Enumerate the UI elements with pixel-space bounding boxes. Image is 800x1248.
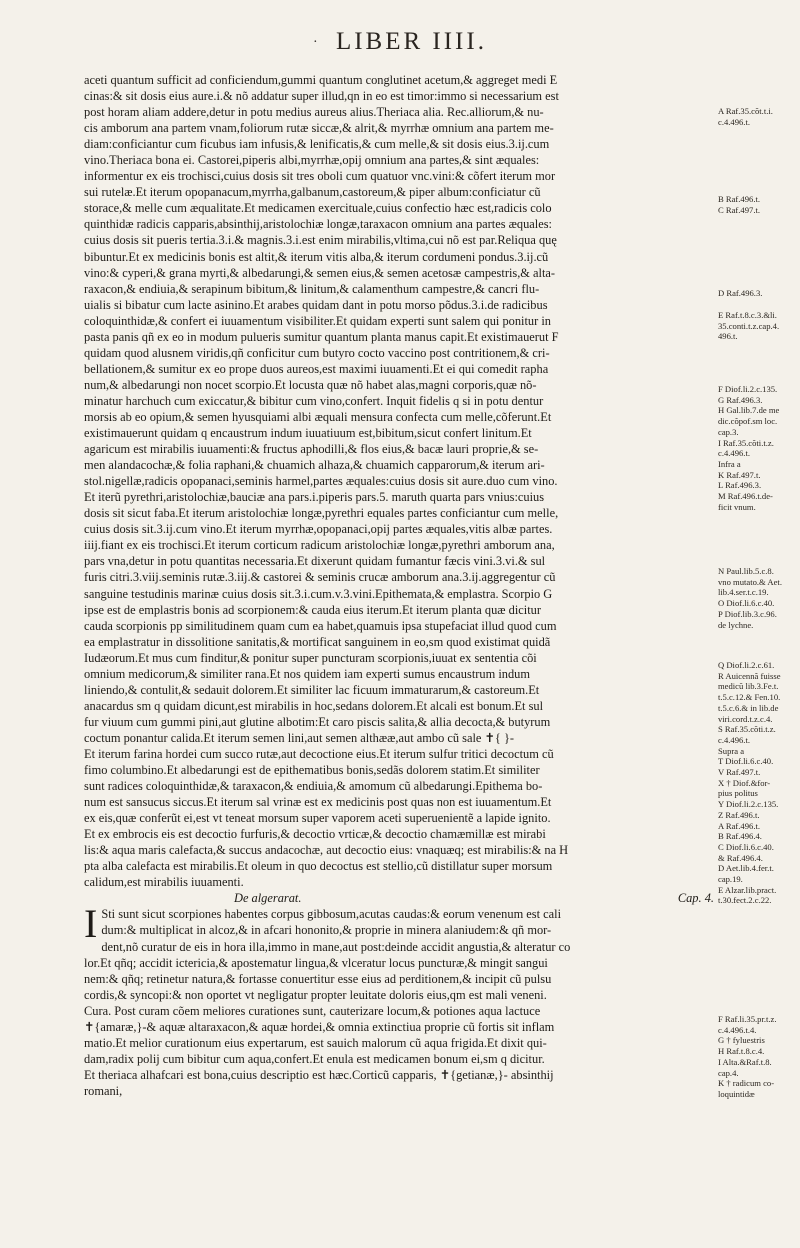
marginal-note: t.30.fect.2.c.22. — [718, 895, 772, 906]
marginal-note: S Raf.35.cõti.t.z. — [718, 724, 776, 735]
marginal-note: D Aet.lib.4.fer.t. — [718, 863, 774, 874]
chapter-number: Cap. 4. — [677, 891, 714, 906]
marginal-note: C Diof.li.6.c.40. — [718, 841, 774, 852]
chapter-text-line: Sti sunt sicut scorpiones habentes corpus gibbosum,acutas caudas:& eorum venenum est cali — [101, 907, 562, 922]
chapter-text-line: matio.Et melior curationum eius expertarum, est sauich malorum cũ aqua frigida.Et dixit qui- — [84, 1035, 547, 1050]
marginal-note: M Raf.496.t.de- — [718, 491, 773, 502]
text-line: ipse est de emplastris bonis ad scorpionem:& cauda eius iterum.Et iterum planta quæ dicitur — [84, 602, 541, 617]
marginal-note: Infra a — [718, 458, 741, 469]
header-dot: · — [313, 35, 321, 51]
marginal-note: A Raf.496.t. — [718, 820, 761, 831]
text-line: uialis si bibatur cum lacte asinino.Et arabes quidam dant in potu morso põdus.3.i.de radicibus — [84, 297, 548, 312]
marginal-note-group — [718, 660, 796, 906]
marginal-note-group — [718, 106, 796, 127]
marginal-note: B Raf.496.t. — [718, 194, 761, 204]
marginal-note: G Raf.496.3. — [718, 394, 763, 405]
chapter-text-line: Et theriaca alhafcari est bona,cuius descriptio est hæc.Corticũ capparis, ✝{getianæ,}- absinthij — [84, 1067, 554, 1082]
text-line: Et iterũ pyrethri,aristolochiæ,bauciæ ana pars.i.piperis pars.5. maruth quarta pars vnius:cuius — [84, 490, 545, 505]
marginal-note: t.5.c.12.& Fen.10. — [718, 692, 781, 703]
marginal-note: cap.4. — [718, 1067, 739, 1078]
text-line: diam:conficiantur cum ficubus iam infusis,& lenificatis,& cum melle,& sit dosis eius.3.ij.cum — [84, 137, 550, 152]
marginal-note: c.4.496.t.4. — [718, 1024, 757, 1035]
chapter-text-line: lor.Et qñq; accidit ictericia,& apostematur lingua,& vlceratur locus puncturæ,& mingit sangui — [84, 955, 548, 970]
text-line: quidam quod alusnem viridis,qñ conficitur cum butyro cocto vaccino post contritionem,& cri- — [84, 345, 550, 360]
text-line: quinthidæ radicis capparis,absinthij,aristolochiæ longæ,taraxacon omnium ana partes æquales: — [84, 217, 552, 232]
text-line: liniendo,& contulit,& sedauit dolorem.Et similiter lac ficuum immaturarum,& castoreum.Et — [84, 682, 540, 697]
marginal-note: pius politus — [718, 788, 758, 799]
marginal-note: D Raf.496.3. — [718, 288, 763, 298]
marginal-note: A Raf.35.cõt.t.i. — [718, 106, 773, 116]
marginal-note: Supra a — [718, 745, 745, 756]
text-line: pars vna,detur in potu quantitas necessaria.Et dixerunt quidam fumantur fæcis vini.3.vi.& sul — [84, 554, 546, 569]
marginal-note: 496.t. — [718, 331, 738, 342]
text-line: minatur harchuch cum exiccatur,& bibitur cum vino,confert. Inquit fidelis q si in potu dentur — [84, 393, 544, 408]
marginal-note: loquintidæ — [718, 1088, 755, 1099]
text-line: post horam aliam addere,detur in potu medius aureus alius.Theriaca alia. Rec.alliorum,& nu- — [84, 105, 544, 120]
marginal-note: I Alta.&Raf.t.8. — [718, 1056, 772, 1067]
text-line: ea emplastratur in dissolitione sanitatis,& mortificat sanguinem in eo,sm quod existimat quidã — [84, 634, 551, 649]
text-line: vino:& cyperi,& grana myrti,& albedarungi,& semen eius,& semen acetosæ campestris,& alta- — [84, 265, 556, 280]
drop-cap: I — [84, 901, 98, 947]
marginal-note: Z Raf.496.t. — [718, 809, 760, 820]
text-line: cinas:& sit dosis eius aure.i.& nõ addatur super illud,qn in eo est timor:immo si necessarium est — [84, 89, 559, 104]
running-header — [0, 28, 800, 56]
marginal-note: Q Diof.li.2.c.61. — [718, 660, 775, 670]
text-line: Et ex embrocis eis est decoctio furfuris,& decoctio vrticæ,& decoctio chamæmillæ est mirabi — [84, 827, 546, 842]
page-title: LIBER IIII. — [335, 28, 487, 55]
chapter-text-line: ✝{amaræ,}-& aquæ altaraxacon,& aquæ hordei,& omnia extinctiua proprie cũ fortis sit inflam — [84, 1019, 555, 1034]
marginal-note: G † fyluestris — [718, 1035, 765, 1046]
marginal-note: B Raf.496.4. — [718, 831, 762, 842]
marginal-note: R Auicennã fuisse — [718, 670, 781, 681]
marginal-note: Y Diof.li.2.c.135. — [718, 799, 779, 810]
marginal-note: medicũ lib.3.Fe.t. — [718, 681, 779, 692]
main-text-column — [84, 72, 714, 1099]
marginal-note: H Raf.t.8.c.4. — [718, 1046, 765, 1057]
marginal-note: t.5.c.6.& in lib.de — [718, 702, 779, 713]
text-line: coctum ponantur calida.Et iterum semen lini,aut semen althææ,aut ambo cũ sale ✝{ }- — [84, 730, 515, 745]
marginal-note: T Diof.li.6.c.40. — [718, 756, 774, 767]
marginal-note: X † Diof.&for- — [718, 777, 771, 788]
chapter-text-line: cordis,& syncopi:& non oportet vt negligatur propter leuitate doloris eius,qm est mali veneni. — [84, 987, 547, 1002]
marginal-note: cap.19. — [718, 874, 743, 885]
text-line: morsis ab eo opium,& semen hyusquiami albi æquali mensura confecta cum melle,cõferunt.Et — [84, 409, 552, 424]
chapter-text-line: dum:& multiplicat in alcoz,& in afcari hononito,& proprie in minera alaniudem:& qñ mor- — [101, 923, 552, 938]
text-line: cuius dosis sit pueris tertia.3.i.& magnis.3.i.est enim mirabilis,vltima,cui nõ est par.Reliqua quę — [84, 233, 557, 248]
marginal-note-group — [718, 1014, 796, 1100]
marginal-note: O Diof.li.6.c.40. — [718, 598, 775, 609]
marginal-note: c.4.496.t. — [718, 116, 750, 127]
marginal-note: cap.3. — [718, 426, 739, 437]
text-line: fimo columbino.Et albedarungi est de epithematibus bonis,sedãs dolorem statim.Et similiter — [84, 763, 540, 778]
text-line: aceti quantum sufficit ad conficiendum,gummi quantum conglutinet acetum,& aggreget medi E — [84, 73, 558, 87]
marginal-note: F Diof.li.2.c.135. — [718, 384, 778, 394]
marginal-note: dic.cõpof.sm loc. — [718, 416, 778, 427]
text-line: coloquinthidæ,& confert ei iuuamentum visibiliter.Et quidam experti sunt salem qui ponitur in — [84, 313, 551, 328]
marginal-note-group — [718, 194, 796, 215]
text-line: informentur ex eis trochisci,cuius dosis sit tres oboli cum quatuor vnc.vini:& cõfert iterum mor — [84, 169, 556, 184]
marginal-note: viri.cord.t.z.c.4. — [718, 713, 773, 724]
text-line: pasta panis qñ ex eo in modum pulueris sumitur quantum planta manus capit.Et existimauerut F — [84, 329, 559, 344]
text-line: pta alba calefacta est mirabilis.Et oleum in quo decoctus est stellio,cũ distillatur super morsum — [84, 859, 553, 874]
marginal-note: & Raf.496.4. — [718, 852, 763, 863]
chapter-heading — [84, 890, 714, 906]
text-line: fur viuum cum gummi pini,aut glutine albotim:Et caro piscis salita,& allia decocta,& butyrum — [84, 714, 551, 729]
marginal-note: P Diof.lib.3.c.96. — [718, 608, 777, 619]
text-line: Iudæorum.Et mus cum finditur,& ponitur super puncturam scorpionis,iuuat ex sententia cõi — [84, 650, 537, 665]
marginal-note: c.4.496.t. — [718, 448, 750, 459]
text-line: raxacon,& endiuia,& serapinum bibitum,& linitum,& calamenthum campestre,& cancri flu- — [84, 281, 540, 296]
text-line: iiij.fiant ex eis trochisci.Et iterum corticum radicum aristolochiæ longæ,pyrethri amborum ana, — [84, 538, 555, 553]
marginal-note: F Raf.li.35.pr.t.z. — [718, 1014, 777, 1024]
marginal-note: C Raf.497.t. — [718, 204, 761, 215]
marginal-note: vno mutato.& Aet. — [718, 576, 782, 587]
chapter-text-line: dent,nõ curatur de eis in hora illa,immo in mane,aut post:deinde accidit angustia,& alteratur co — [101, 939, 571, 954]
text-line: calidum,est mirabilis iuuamenti. — [84, 875, 244, 890]
chapter-text-line: Cura. Post curam cõem meliores curationes sunt, cauterizare locum,& potiones aqua lactuce — [84, 1003, 541, 1018]
text-line: dosis sit sicut faba.Et iterum aristolochiæ longæ,pyrethri equales partes conficiantur cum melle, — [84, 506, 559, 521]
text-line: men alandacochæ,& folia raphani,& chuamich alhaza,& chuamich capparorum,& iterum ari- — [84, 458, 545, 473]
text-line: bellationem,& sumitur ex eo prope duos aureos,est maximi iuuamenti.Et ei qui comedit rapha — [84, 361, 549, 376]
marginal-note-group — [718, 384, 796, 512]
text-line: cuius dosis sit.3.ij.cum vino.Et iterum myrrhæ,opopanaci,opij partes æquales,vitis albæ partes. — [84, 522, 553, 537]
text-line: ex eis,quæ conferũt ei,est vt teneat morsum super vaporem aceti superuenientẽ a lapide ignito. — [84, 811, 551, 826]
marginal-note: c.4.496.t. — [718, 734, 750, 745]
text-line: vino.Theriaca bona ei. Castorei,piperis albi,myrrhæ,opij omnium ana partes,& sint æquales: — [84, 153, 540, 168]
text-line: stol.nigellæ,radicis opopanaci,seminis harmel,partes æquales:cuius dosis sit aure.duo cum vino. — [84, 474, 558, 489]
marginal-note: V Raf.497.t. — [718, 767, 761, 778]
marginal-note: E Alzar.lib.pract. — [718, 884, 777, 895]
marginal-note: L Raf.496.3. — [718, 480, 762, 491]
text-line: lis:& aqua maris calefacta,& succus andacochæ, aut decoctio eius: vnaquæq; est mirabilis:& na H — [84, 843, 569, 858]
text-line: furis citri.3.viij.seminis rutæ.3.iij.& castorei & seminis crucæ amborum ana.3.ij.aggregentur cũ — [84, 570, 556, 585]
text-line: omnium medicorum,& similiter rana.Et nos quidem iam experti sumus encaustrum indum — [84, 666, 530, 681]
marginal-note: lib.4.ser.t.c.19. — [718, 587, 769, 598]
text-line: sanguine testudinis marinæ cuius dosis sit.3.i.cum.v.3.vini.Epithemata,& emplastra. Scorpio G — [84, 586, 553, 601]
text-line: cauda scorpionis pp similitudinem quam cum ea habet,quamuis ipsa stupefaciat illud quod cum — [84, 618, 557, 633]
chapter-text-line: romani, — [84, 1083, 123, 1098]
marginal-note: I Raf.35.cõti.t.z. — [718, 437, 774, 448]
chapter-text-line: nem:& qñq; retinetur natura,& fortasse conuertitur esse eius ad perditionem,& incipit cũ pulsu — [84, 971, 552, 986]
marginal-note: K † radicum co- — [718, 1078, 775, 1089]
chapter-text-line: dam,radix polij cum bibitur cum aqua,confert.Et enula est medicamen bonum ei,sm q dicitur. — [84, 1051, 545, 1066]
text-line: cis amborum ana partem vnam,foliorum rutæ siccæ,& alrit,& myrrhæ omnium ana partem me- — [84, 121, 554, 136]
marginal-note: 35.conti.t.z.cap.4. — [718, 320, 780, 331]
marginal-note: ficit vnum. — [718, 501, 756, 512]
text-line: num,& albedarungi non nocet scorpio.Et locusta quæ nõ habet alas,magni corporis,quæ nõ- — [84, 377, 537, 392]
chapter-body — [84, 901, 714, 1099]
text-line: bibuntur.Et ex medicinis bonis est altit,& iterum vitis alba,& iterum cordumeni pondus.3.ij.cũ — [84, 249, 549, 264]
text-line: storace,& melle cum æqualitate.Et medicamen exercituale,cuius confectio hæc est,radicis colo — [84, 201, 552, 216]
marginal-note: de lychne. — [718, 619, 754, 630]
text-line: sunt radices coloquinthidæ,& taraxacon,& endiuia,& amomum cũ albedarungi.Epithema bo- — [84, 779, 543, 794]
marginal-note: K Raf.497.t. — [718, 469, 761, 480]
chapter-title: De algerarat. — [234, 891, 302, 906]
marginal-note: N Paul.lib.5.c.8. — [718, 566, 774, 576]
text-line: agaricum est mirabilis iuuamenti:& fructus aphodilli,& flos eius,& bacæ lauri proprie,& se- — [84, 442, 539, 457]
marginal-note: H Gal.lib.7.de me — [718, 405, 780, 416]
text-line: Et iterum farina hordei cum succo rutæ,aut decoctione eius.Et iterum sulfur tritici decoctum cũ — [84, 746, 554, 761]
marginal-note-group — [718, 566, 796, 630]
text-line: anacardus sm q quidam dicunt,est mirabilis in hoc,sedans dolorem.Et alcali est bonum.Et sul — [84, 698, 544, 713]
text-line: sui rutelæ.Et iterum opopanacum,myrrha,galbanum,castoreum,& piper album:conficiatur cũ — [84, 185, 541, 200]
marginal-note-group — [718, 310, 796, 342]
marginal-note: E Raf.t.8.c.3.&li. — [718, 310, 777, 320]
text-line: existimauerunt quidam q encaustrum indum iuuatiuum est,bibitum,sicut confert linitum.Et — [84, 426, 532, 441]
text-line: num est sansucus siccus.Et iterum sal vrinæ est ex medicinis post quas non est iuuamentum.Et — [84, 795, 552, 810]
marginal-note-group — [718, 288, 796, 299]
